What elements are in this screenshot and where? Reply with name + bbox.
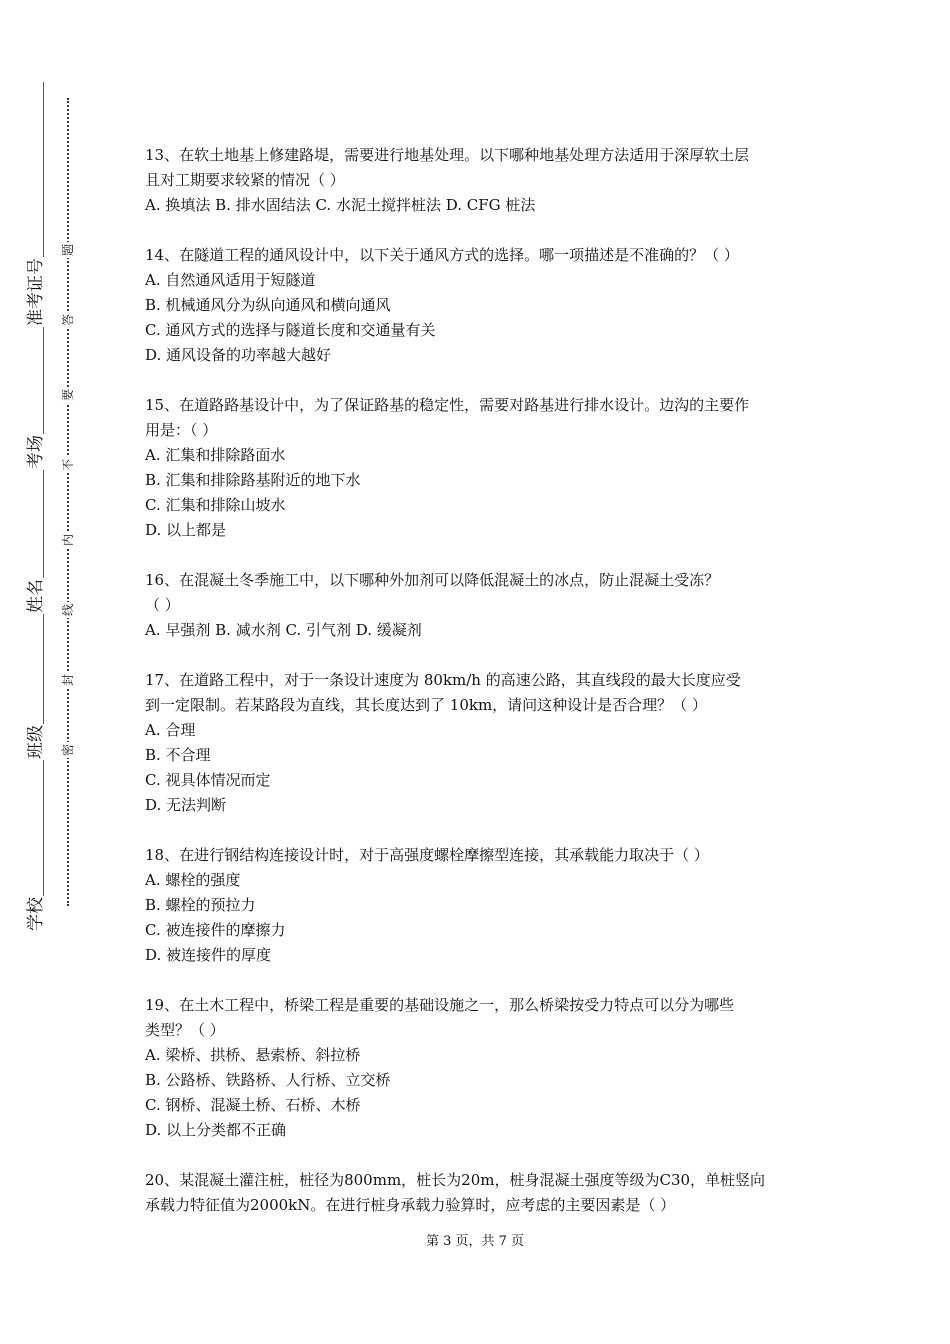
- answer-option: A. 汇集和排除路面水: [145, 446, 286, 464]
- question-stem: 18、在进行钢结构连接设计时，对于高强度螺栓摩擦型连接，其承载能力取决于（ ）: [145, 846, 709, 864]
- answer-option: B. 公路桥、铁路桥、人行桥、立交桥: [145, 1071, 391, 1089]
- answer-option: D. 无法判断: [145, 796, 227, 814]
- exam-id-label: 准考证号: [26, 258, 46, 326]
- class-label: 班级: [26, 725, 46, 759]
- question-stem: 14、在隧道工程的通风设计中，以下关于通风方式的选择。哪一项描述是不准确的？（ ）: [145, 246, 739, 264]
- question-item: [145, 668, 815, 818]
- answer-option: A. 自然通风适用于短隧道: [145, 271, 316, 289]
- question-stem: 承载力特征值为2000kN。在进行桩身承载力验算时，应考虑的主要因素是（ ）: [145, 1196, 676, 1214]
- question-stem: 17、在道路工程中，对于一条设计速度为 80km/h 的高速公路，其直线段的最大长度应受: [145, 671, 741, 689]
- answer-option: D. 被连接件的厚度: [145, 946, 272, 964]
- answer-option: B. 螺栓的预拉力: [145, 896, 256, 914]
- question-stem: 类型？（ ）: [145, 1021, 225, 1039]
- question-stem: 16、在混凝土冬季施工中，以下哪种外加剂可以降低混凝土的冰点，防止混凝土受冻？: [145, 571, 720, 589]
- answer-option: A. 合理: [145, 721, 196, 739]
- answer-option: B. 汇集和排除路基附近的地下水: [145, 471, 361, 489]
- question-item: [145, 843, 815, 968]
- seal-char: 答: [61, 313, 75, 326]
- question-stem: 到一定限制。若某路段为直线，其长度达到了 10km，请问这种设计是否合理？（ ）: [145, 696, 707, 714]
- answer-option: C. 视具体情况而定: [145, 771, 271, 789]
- seal-char: 题: [61, 243, 75, 256]
- binding-info-line: [22, 82, 48, 932]
- school-label: 学校: [26, 897, 46, 931]
- dotted-line: [67, 98, 69, 906]
- answer-option: C. 汇集和排除山坡水: [145, 496, 286, 514]
- answer-option: A. 螺栓的强度: [145, 871, 241, 889]
- question-stem: 且对工期要求较紧的情况（ ）: [145, 171, 345, 189]
- name-label: 姓名: [26, 579, 46, 613]
- question-stem: 19、在土木工程中，桥梁工程是重要的基础设施之一，那么桥梁按受力特点可以分为哪些: [145, 996, 735, 1014]
- answer-option: A. 早强剂 B. 减水剂 C. 引气剂 D. 缓凝剂: [145, 621, 422, 639]
- question-stem: 13、在软土地基上修建路堤，需要进行地基处理。以下哪种地基处理方法适用于深厚软土层: [145, 146, 750, 164]
- answer-option: C. 被连接件的摩擦力: [145, 921, 286, 939]
- question-item: [145, 143, 815, 218]
- answer-option: A. 换填法 B. 排水固结法 C. 水泥土搅拌桩法 D. CFG 桩法: [145, 196, 536, 214]
- binding-underline: [43, 82, 44, 912]
- question-item: [145, 568, 815, 643]
- seal-char: 线: [61, 603, 75, 616]
- answer-option: D. 以上都是: [145, 521, 227, 539]
- answer-option: D. 以上分类都不正确: [145, 1121, 287, 1139]
- question-list: [145, 143, 815, 1243]
- question-item: [145, 243, 815, 368]
- question-item: [145, 1168, 815, 1218]
- question-item: [145, 993, 815, 1143]
- seal-char: 内: [61, 533, 75, 546]
- seal-line: [60, 98, 76, 906]
- question-item: [145, 393, 815, 543]
- answer-option: B. 机械通风分为纵向通风和横向通风: [145, 296, 391, 314]
- seal-char: 不: [61, 458, 75, 471]
- question-stem: 用是：（ ）: [145, 421, 218, 439]
- seal-char: 密: [61, 743, 75, 756]
- answer-option: A. 梁桥、拱桥、悬索桥、斜拉桥: [145, 1046, 361, 1064]
- page-footer: 第 3 页，共 7 页: [425, 1234, 525, 1249]
- question-stem: 20、某混凝土灌注桩，桩径为800mm，桩长为20m，桩身混凝土强度等级为C30，单桩竖向: [145, 1171, 766, 1189]
- exam-room-label: 考场: [26, 435, 46, 469]
- question-stem: （ ）: [145, 596, 180, 614]
- question-stem: 15、在道路路基设计中，为了保证路基的稳定性，需要对路基进行排水设计。边沟的主要作: [145, 396, 750, 414]
- seal-char: 封: [61, 673, 75, 686]
- answer-option: D. 通风设备的功率越大越好: [145, 346, 332, 364]
- answer-option: B. 不合理: [145, 746, 211, 764]
- seal-char: 要: [61, 388, 75, 401]
- answer-option: C. 通风方式的选择与隧道长度和交通量有关: [145, 321, 436, 339]
- answer-option: C. 钢桥、混凝土桥、石桥、木桥: [145, 1096, 361, 1114]
